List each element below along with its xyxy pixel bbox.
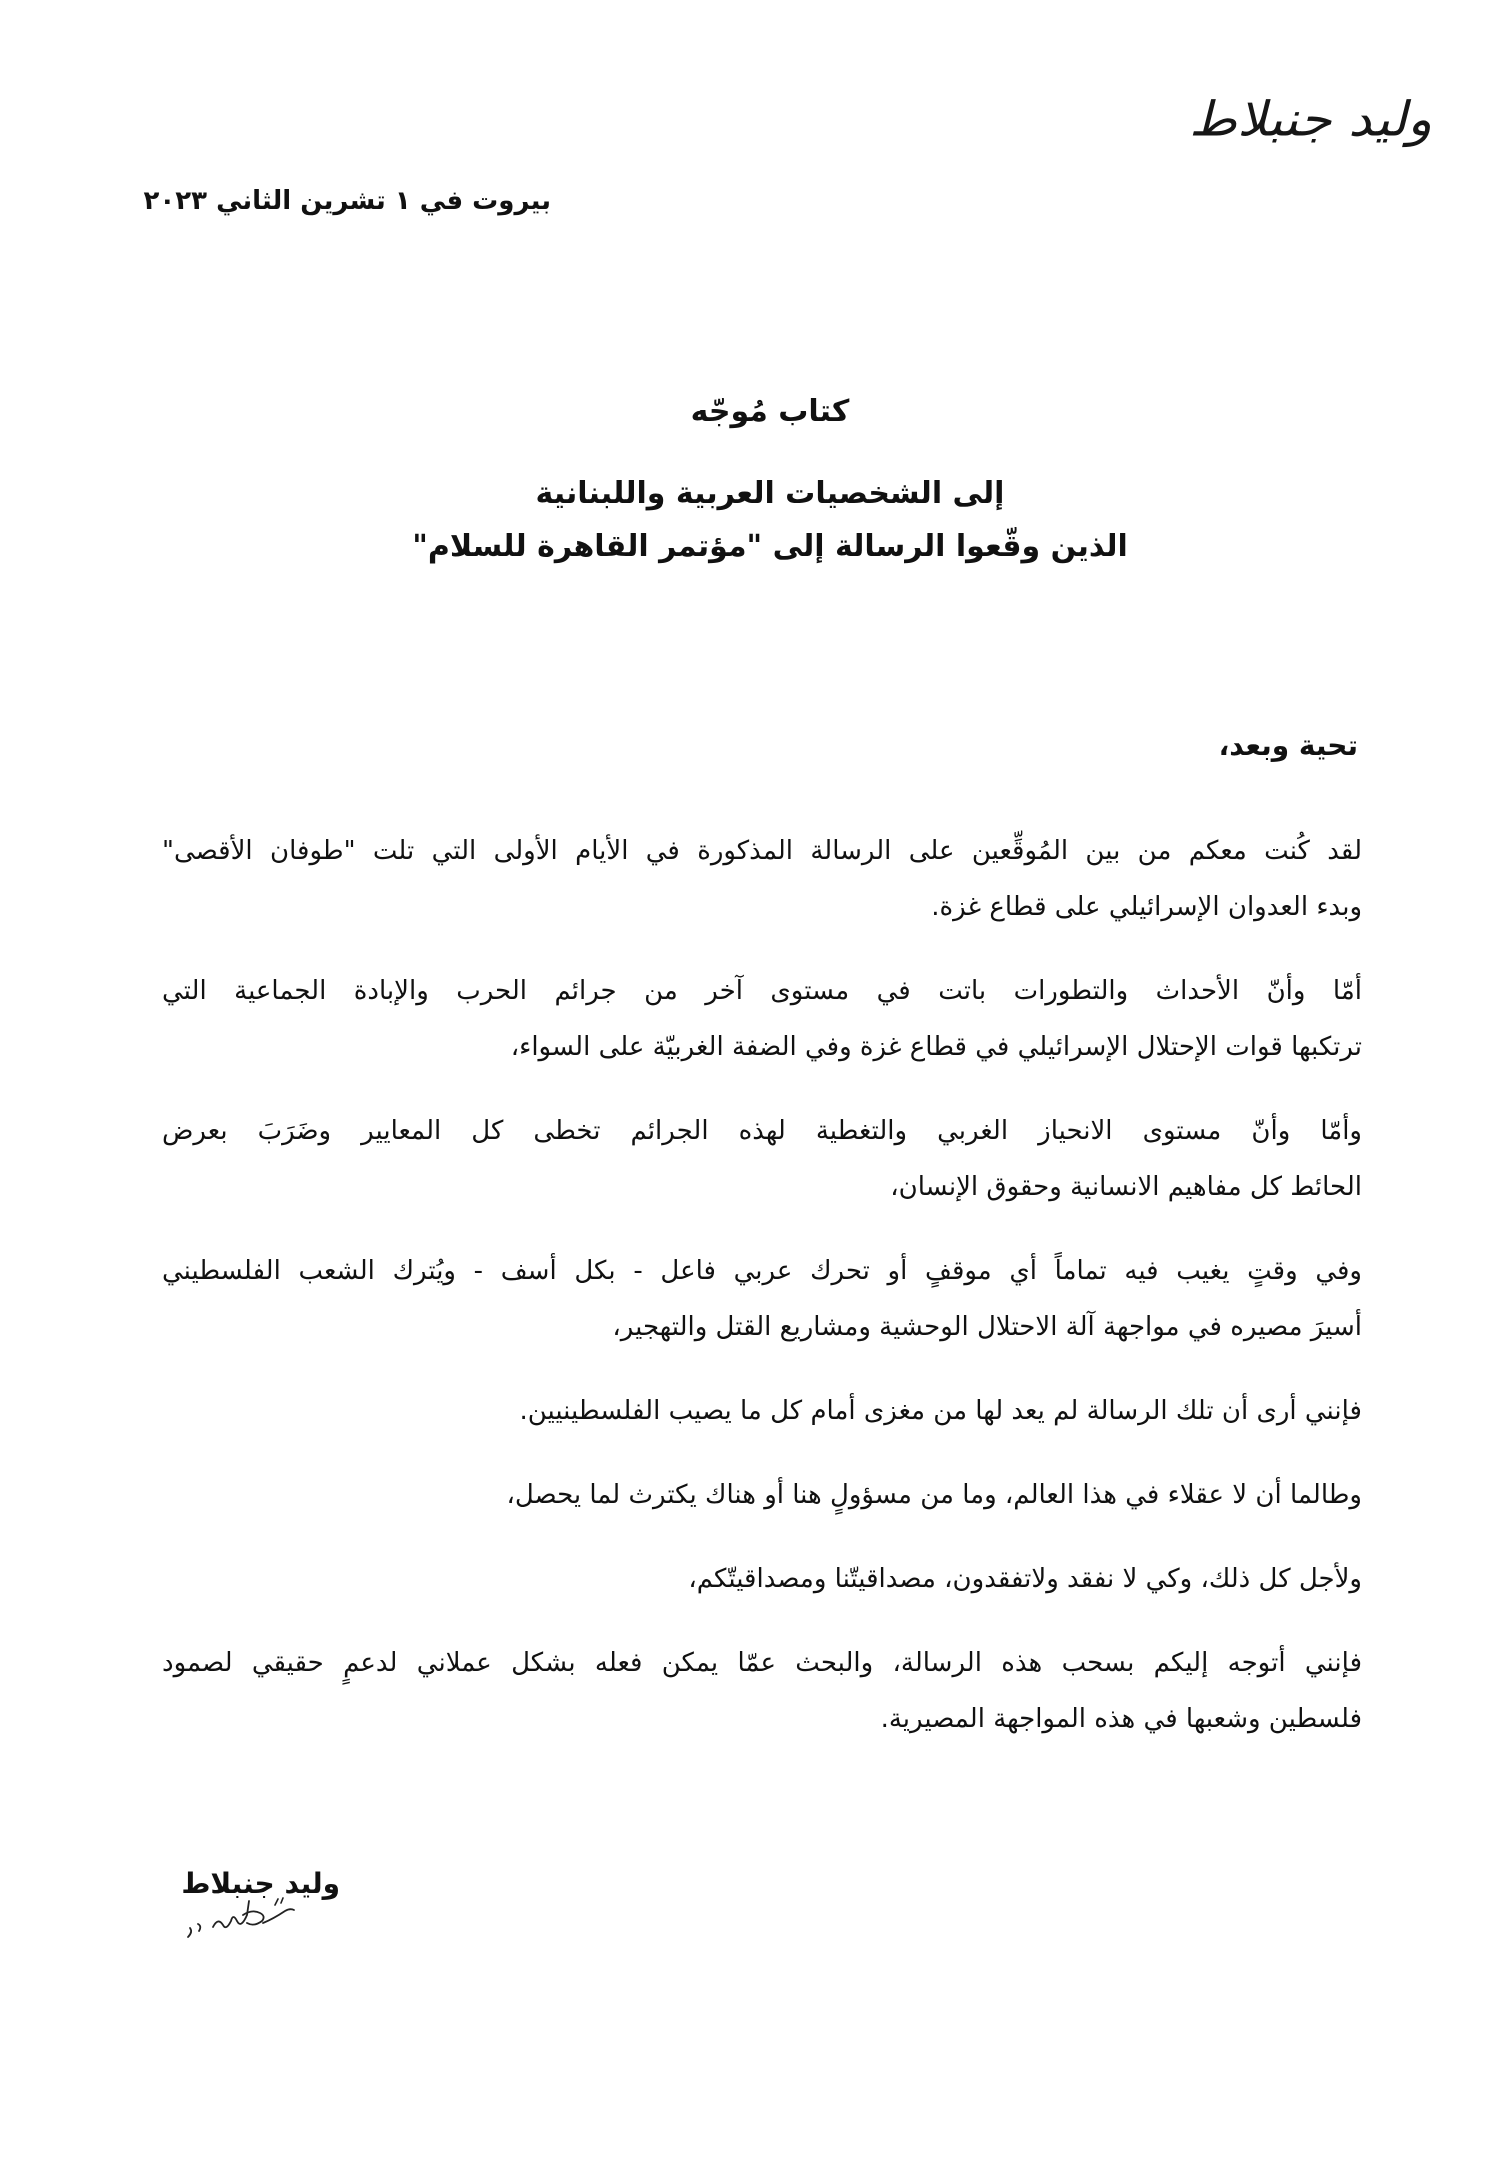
greeting: تحية وبعد،: [1218, 729, 1358, 762]
signature-stroke: [188, 1928, 191, 1937]
paragraph-line: ترتكبها قوات الإحتلال الإسرائيلي في قطاع غزة وفي الضفة الغربيّة على السواء،: [510, 1032, 1362, 1062]
paragraph-line: الحائط كل مفاهيم الانسانية وحقوق الإنسان،: [890, 1172, 1362, 1202]
signature-stroke: [198, 1924, 200, 1931]
letterhead-signature-logo: وليد جنبلاط: [1185, 92, 1443, 148]
signature-stroke: [263, 1909, 294, 1923]
paragraph-1: [162, 823, 1362, 935]
paragraph-line: وبدء العدوان الإسرائيلي على قطاع غزة.: [931, 892, 1362, 922]
letter-body: [162, 823, 1362, 1775]
letter-title: كتاب مُوجّه: [690, 394, 850, 429]
recipients-line-2: الذين وقّعوا الرسالة إلى "مؤتمر القاهرة للسلام": [412, 529, 1128, 564]
heading-block: [240, 388, 1300, 573]
paragraph-5: [162, 1383, 1362, 1439]
paragraph-line: فإنني أرى أن تلك الرسالة لم يعد لها من مغزى أمام كل ما يصيب الفلسطينيين.: [519, 1396, 1362, 1426]
handwritten-signature: [183, 1893, 303, 1943]
recipients-line-1: إلى الشخصيات العربية واللبنانية: [535, 476, 1005, 511]
paragraph-3: [162, 1103, 1362, 1215]
signature-stroke: [275, 1898, 283, 1905]
paragraph-line: وأمّا وأنّ مستوى الانحياز الغربي والتغطية لهذه الجرائم تخطى كل المعايير وضَرَبَ بعرض: [162, 1116, 1362, 1146]
signatory-name: وليد جنبلاط: [181, 1867, 340, 1900]
date-line: بيروت في ١ تشرين الثاني ٢٠٢٣: [143, 186, 551, 216]
paragraph-2: [162, 963, 1362, 1075]
paragraph-8: [162, 1635, 1362, 1747]
paragraph-line: أمّا وأنّ الأحداث والتطورات باتت في مستوى آخر من جرائم الحرب والإبادة الجماعية التي: [162, 976, 1362, 1006]
paragraph-6: [162, 1467, 1362, 1523]
paragraph-line: لقد كُنت معكم من بين المُوقِّعين على الرسالة المذكورة في الأيام الأولى التي تلت "طوفان الأقصى": [162, 836, 1362, 866]
paragraph-4: [162, 1243, 1362, 1355]
paragraph-line: وطالما أن لا عقلاء في هذا العالم، وما من مسؤولٍ هنا أو هناك يكترث لما يحصل،: [506, 1480, 1362, 1510]
paragraph-line: فإنني أتوجه إليكم بسحب هذه الرسالة، والبحث عمّا يمكن فعله بشكل عملاني لدعمٍ حقيقي لصمود: [162, 1648, 1362, 1678]
paragraph-line: فلسطين وشعبها في هذه المواجهة المصيرية.: [880, 1704, 1362, 1734]
paragraph-line: أسيرَ مصيره في مواجهة آلة الاحتلال الوحشية ومشاريع القتل والتهجير،: [612, 1312, 1362, 1342]
paragraph-line: ولأجل كل ذلك، وكي لا نفقد ولاتفقدون، مصداقيتّنا ومصداقيتّكم،: [688, 1564, 1362, 1594]
paragraph-line: وفي وقتٍ يغيب فيه تماماً أي موقفٍ أو تحرك عربي فاعل - بكل أسف - ويُترك الشعب الفلسطيني: [162, 1256, 1362, 1286]
paragraph-7: [162, 1551, 1362, 1607]
